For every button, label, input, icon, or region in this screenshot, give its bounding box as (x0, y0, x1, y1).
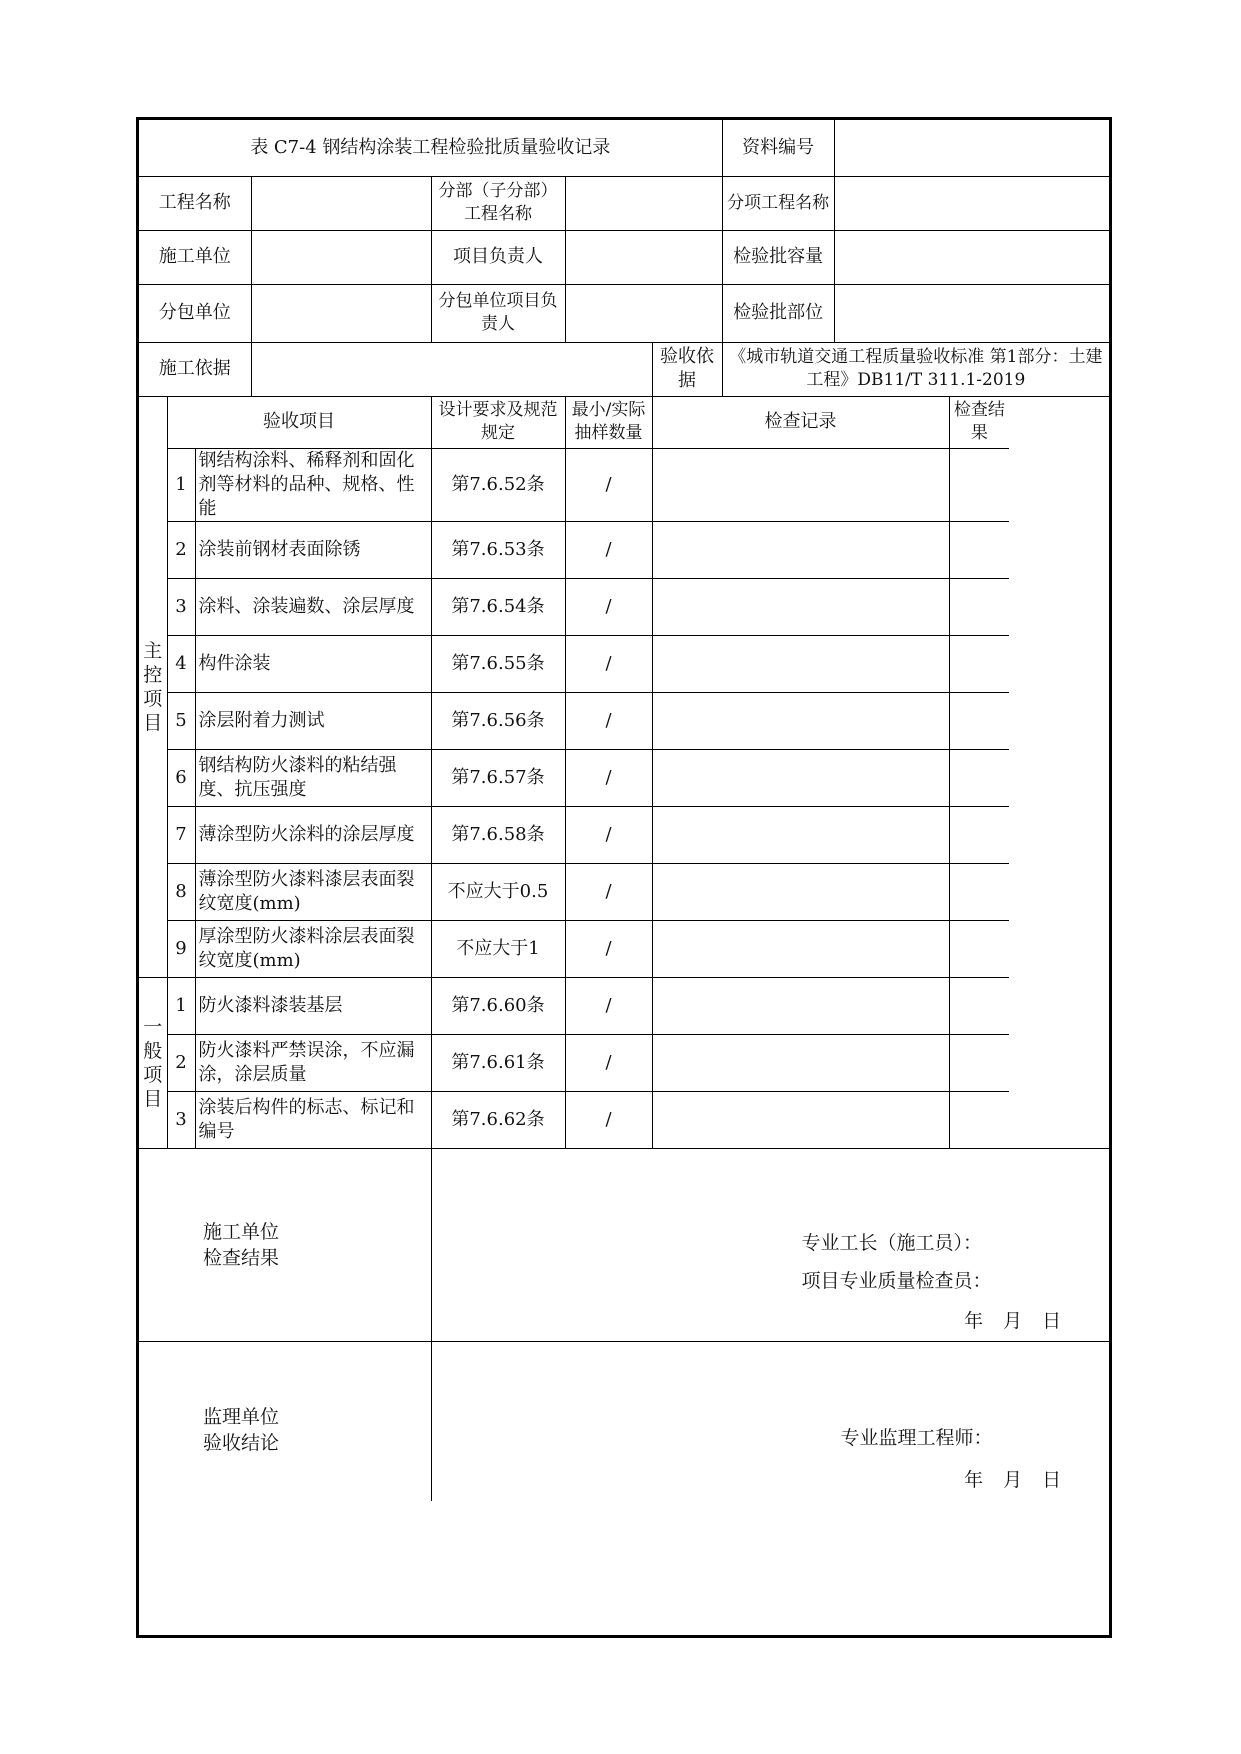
main-control-item-requirement: 第7.6.58条 (431, 806, 565, 863)
quality-inspector-label: 项目专业质量检查员： (801, 1269, 992, 1292)
day-label: 日 (1042, 1309, 1062, 1332)
general-item-no: 2 (167, 1034, 195, 1091)
col-result-header: 检查结果 (949, 396, 1009, 448)
day-label: 日 (1042, 1468, 1062, 1491)
col-item-header: 验收项目 (167, 396, 431, 448)
main-control-item-name: 钢结构防火漆料的粘结强度、抗压强度 (195, 749, 431, 806)
subcontract-unit-value[interactable] (251, 284, 431, 342)
main-control-item-row (139, 692, 1109, 749)
main-control-item-sample: / (565, 806, 652, 863)
main-control-item-sample: / (565, 521, 652, 578)
main-control-item-record[interactable] (652, 920, 949, 977)
main-control-label-text: 主控项目 (143, 639, 163, 734)
main-control-item-requirement: 第7.6.56条 (431, 692, 565, 749)
basis-label: 施工依据 (139, 342, 251, 396)
supervision-label-line1: 监理单位 (203, 1405, 280, 1428)
main-control-item-sample: / (565, 749, 652, 806)
main-control-item-row (139, 806, 1109, 863)
supervision-date (944, 1468, 1061, 1492)
supervision-label (139, 1341, 431, 1501)
construction-check-label (139, 1148, 431, 1341)
main-control-item-no: 1 (167, 448, 195, 521)
general-item-record[interactable] (652, 1091, 949, 1148)
main-control-item-record[interactable] (652, 749, 949, 806)
general-item-result[interactable] (949, 1034, 1009, 1091)
item-project-label: 分项工程名称 (722, 176, 834, 230)
main-control-item-requirement: 不应大于0.5 (431, 863, 565, 920)
general-item-record[interactable] (652, 977, 949, 1034)
main-control-item-no: 6 (167, 749, 195, 806)
main-control-item-no: 8 (167, 863, 195, 920)
general-item-sample: / (565, 977, 652, 1034)
main-control-item-result[interactable] (949, 692, 1009, 749)
main-control-item-record[interactable] (652, 806, 949, 863)
main-control-item-result[interactable] (949, 920, 1009, 977)
general-item-record[interactable] (652, 1034, 949, 1091)
doc-no-label: 资料编号 (722, 120, 834, 176)
basis-row (139, 342, 1109, 396)
general-item-name: 涂装后构件的标志、标记和编号 (195, 1091, 431, 1148)
main-control-item-row (139, 920, 1109, 977)
project-name-value[interactable] (251, 176, 431, 230)
sub-project-label: 分部（子分部）工程名称 (431, 176, 565, 230)
doc-no-value[interactable] (834, 120, 1109, 176)
item-project-value[interactable] (834, 176, 1109, 230)
construction-check-label-text (203, 1219, 313, 1271)
main-control-item-name: 涂层附着力测试 (195, 692, 431, 749)
main-control-item-record[interactable] (652, 635, 949, 692)
month-label: 月 (1003, 1468, 1023, 1491)
main-control-item-name: 薄涂型防火涂料的涂层厚度 (195, 806, 431, 863)
acceptance-table (139, 120, 1109, 1501)
construction-check-content[interactable] (431, 1148, 1109, 1341)
main-control-item-name: 构件涂装 (195, 635, 431, 692)
subcontract-unit-row (139, 284, 1109, 342)
main-control-item-row (139, 578, 1109, 635)
construction-unit-label: 施工单位 (139, 230, 251, 284)
batch-capacity-label: 检验批容量 (722, 230, 834, 284)
main-control-item-requirement: 不应大于1 (431, 920, 565, 977)
main-control-item-result[interactable] (949, 863, 1009, 920)
year-label: 年 (964, 1309, 984, 1332)
construction-check-row (139, 1148, 1109, 1341)
main-control-item-result[interactable] (949, 749, 1009, 806)
main-control-item-name: 钢结构涂料、稀释剂和固化剂等材料的品种、规格、性能 (195, 448, 431, 521)
subcontract-manager-value[interactable] (565, 284, 722, 342)
construction-check-label-line1: 施工单位 (203, 1220, 280, 1243)
project-name-row (139, 176, 1109, 230)
main-control-item-requirement: 第7.6.55条 (431, 635, 565, 692)
general-item-name: 防火漆料漆装基层 (195, 977, 431, 1034)
main-control-item-no: 2 (167, 521, 195, 578)
col-design-header: 设计要求及规范规定 (431, 396, 565, 448)
main-control-item-result[interactable] (949, 806, 1009, 863)
batch-capacity-value[interactable] (834, 230, 1109, 284)
main-control-item-name: 薄涂型防火漆料漆层表面裂纹宽度(mm) (195, 863, 431, 920)
main-control-item-row (139, 521, 1109, 578)
main-control-item-sample: / (565, 448, 652, 521)
general-item-sample: / (565, 1091, 652, 1148)
foreman-label: 专业工长（施工员）： (801, 1231, 983, 1254)
supervision-row (139, 1341, 1109, 1501)
general-section-label (139, 977, 167, 1148)
main-control-item-record[interactable] (652, 578, 949, 635)
acceptance-basis-value: 《城市轨道交通工程质量验收标准 第1部分：土建工程》DB11/T 311.1-2019 (722, 342, 1109, 396)
supervision-label-line2: 验收结论 (203, 1431, 280, 1454)
main-control-item-sample: / (565, 635, 652, 692)
main-control-item-requirement: 第7.6.57条 (431, 749, 565, 806)
main-control-item-result[interactable] (949, 521, 1009, 578)
construction-check-label-line2: 检查结果 (203, 1246, 280, 1269)
batch-location-value[interactable] (834, 284, 1109, 342)
month-label: 月 (1003, 1309, 1023, 1332)
col-sample-header: 最小/实际抽样数量 (565, 396, 652, 448)
main-control-item-requirement: 第7.6.54条 (431, 578, 565, 635)
construction-check-date (944, 1309, 1061, 1333)
general-item-name: 防火漆料严禁误涂，不应漏涂，涂层质量 (195, 1034, 431, 1091)
form-title: 表 C7-4 钢结构涂装工程检验批质量验收记录 (139, 120, 722, 176)
main-control-item-name: 涂装前钢材表面除锈 (195, 521, 431, 578)
construction-unit-row (139, 230, 1109, 284)
general-label-text: 一般项目 (143, 1015, 163, 1110)
main-control-item-row (139, 749, 1109, 806)
main-control-item-record[interactable] (652, 448, 949, 521)
main-control-item-record[interactable] (652, 692, 949, 749)
main-control-item-requirement: 第7.6.53条 (431, 521, 565, 578)
supervision-label-text (203, 1404, 313, 1456)
year-label: 年 (964, 1468, 984, 1491)
title-row (139, 120, 1109, 176)
main-control-item-name: 厚涂型防火漆料涂层表面裂纹宽度(mm) (195, 920, 431, 977)
main-control-item-no: 4 (167, 635, 195, 692)
general-item-result[interactable] (949, 1091, 1009, 1148)
general-item-no: 1 (167, 977, 195, 1034)
construction-unit-value[interactable] (251, 230, 431, 284)
general-item-sample: / (565, 1034, 652, 1091)
main-control-item-sample: / (565, 578, 652, 635)
project-name-label: 工程名称 (139, 176, 251, 230)
main-control-item-no: 3 (167, 578, 195, 635)
main-control-item-result[interactable] (949, 448, 1009, 521)
acceptance-record-sheet (136, 117, 1112, 1638)
main-control-item-no: 5 (167, 692, 195, 749)
general-item-row (139, 1091, 1109, 1148)
main-control-item-row (139, 448, 1109, 521)
general-item-requirement: 第7.6.60条 (431, 977, 565, 1034)
main-control-section-label (139, 396, 167, 977)
project-manager-value[interactable] (565, 230, 722, 284)
general-item-requirement: 第7.6.62条 (431, 1091, 565, 1148)
main-control-item-row (139, 635, 1109, 692)
main-control-item-row (139, 863, 1109, 920)
main-control-item-no: 9 (167, 920, 195, 977)
acceptance-basis-label: 验收依据 (652, 342, 722, 396)
general-item-no: 3 (167, 1091, 195, 1148)
main-control-item-record[interactable] (652, 521, 949, 578)
subcontract-manager-label: 分包单位项目负责人 (431, 284, 565, 342)
main-control-item-sample: / (565, 920, 652, 977)
main-control-item-result[interactable] (949, 635, 1009, 692)
main-control-item-record[interactable] (652, 863, 949, 920)
batch-location-label: 检验批部位 (722, 284, 834, 342)
supervision-engineer-label: 专业监理工程师： (840, 1426, 993, 1449)
column-header-row (139, 396, 1109, 448)
subcontract-unit-label: 分包单位 (139, 284, 251, 342)
general-item-row (139, 1034, 1109, 1091)
main-control-item-result[interactable] (949, 578, 1009, 635)
main-control-item-name: 涂料、涂装遍数、涂层厚度 (195, 578, 431, 635)
col-record-header: 检查记录 (652, 396, 949, 448)
main-control-item-sample: / (565, 863, 652, 920)
main-control-item-no: 7 (167, 806, 195, 863)
basis-value[interactable] (251, 342, 652, 396)
main-control-item-sample: / (565, 692, 652, 749)
project-manager-label: 项目负责人 (431, 230, 565, 284)
general-item-result[interactable] (949, 977, 1009, 1034)
main-control-item-requirement: 第7.6.52条 (431, 448, 565, 521)
supervision-content[interactable] (431, 1341, 1109, 1501)
general-item-requirement: 第7.6.61条 (431, 1034, 565, 1091)
sub-project-value[interactable] (565, 176, 722, 230)
general-item-row (139, 977, 1109, 1034)
